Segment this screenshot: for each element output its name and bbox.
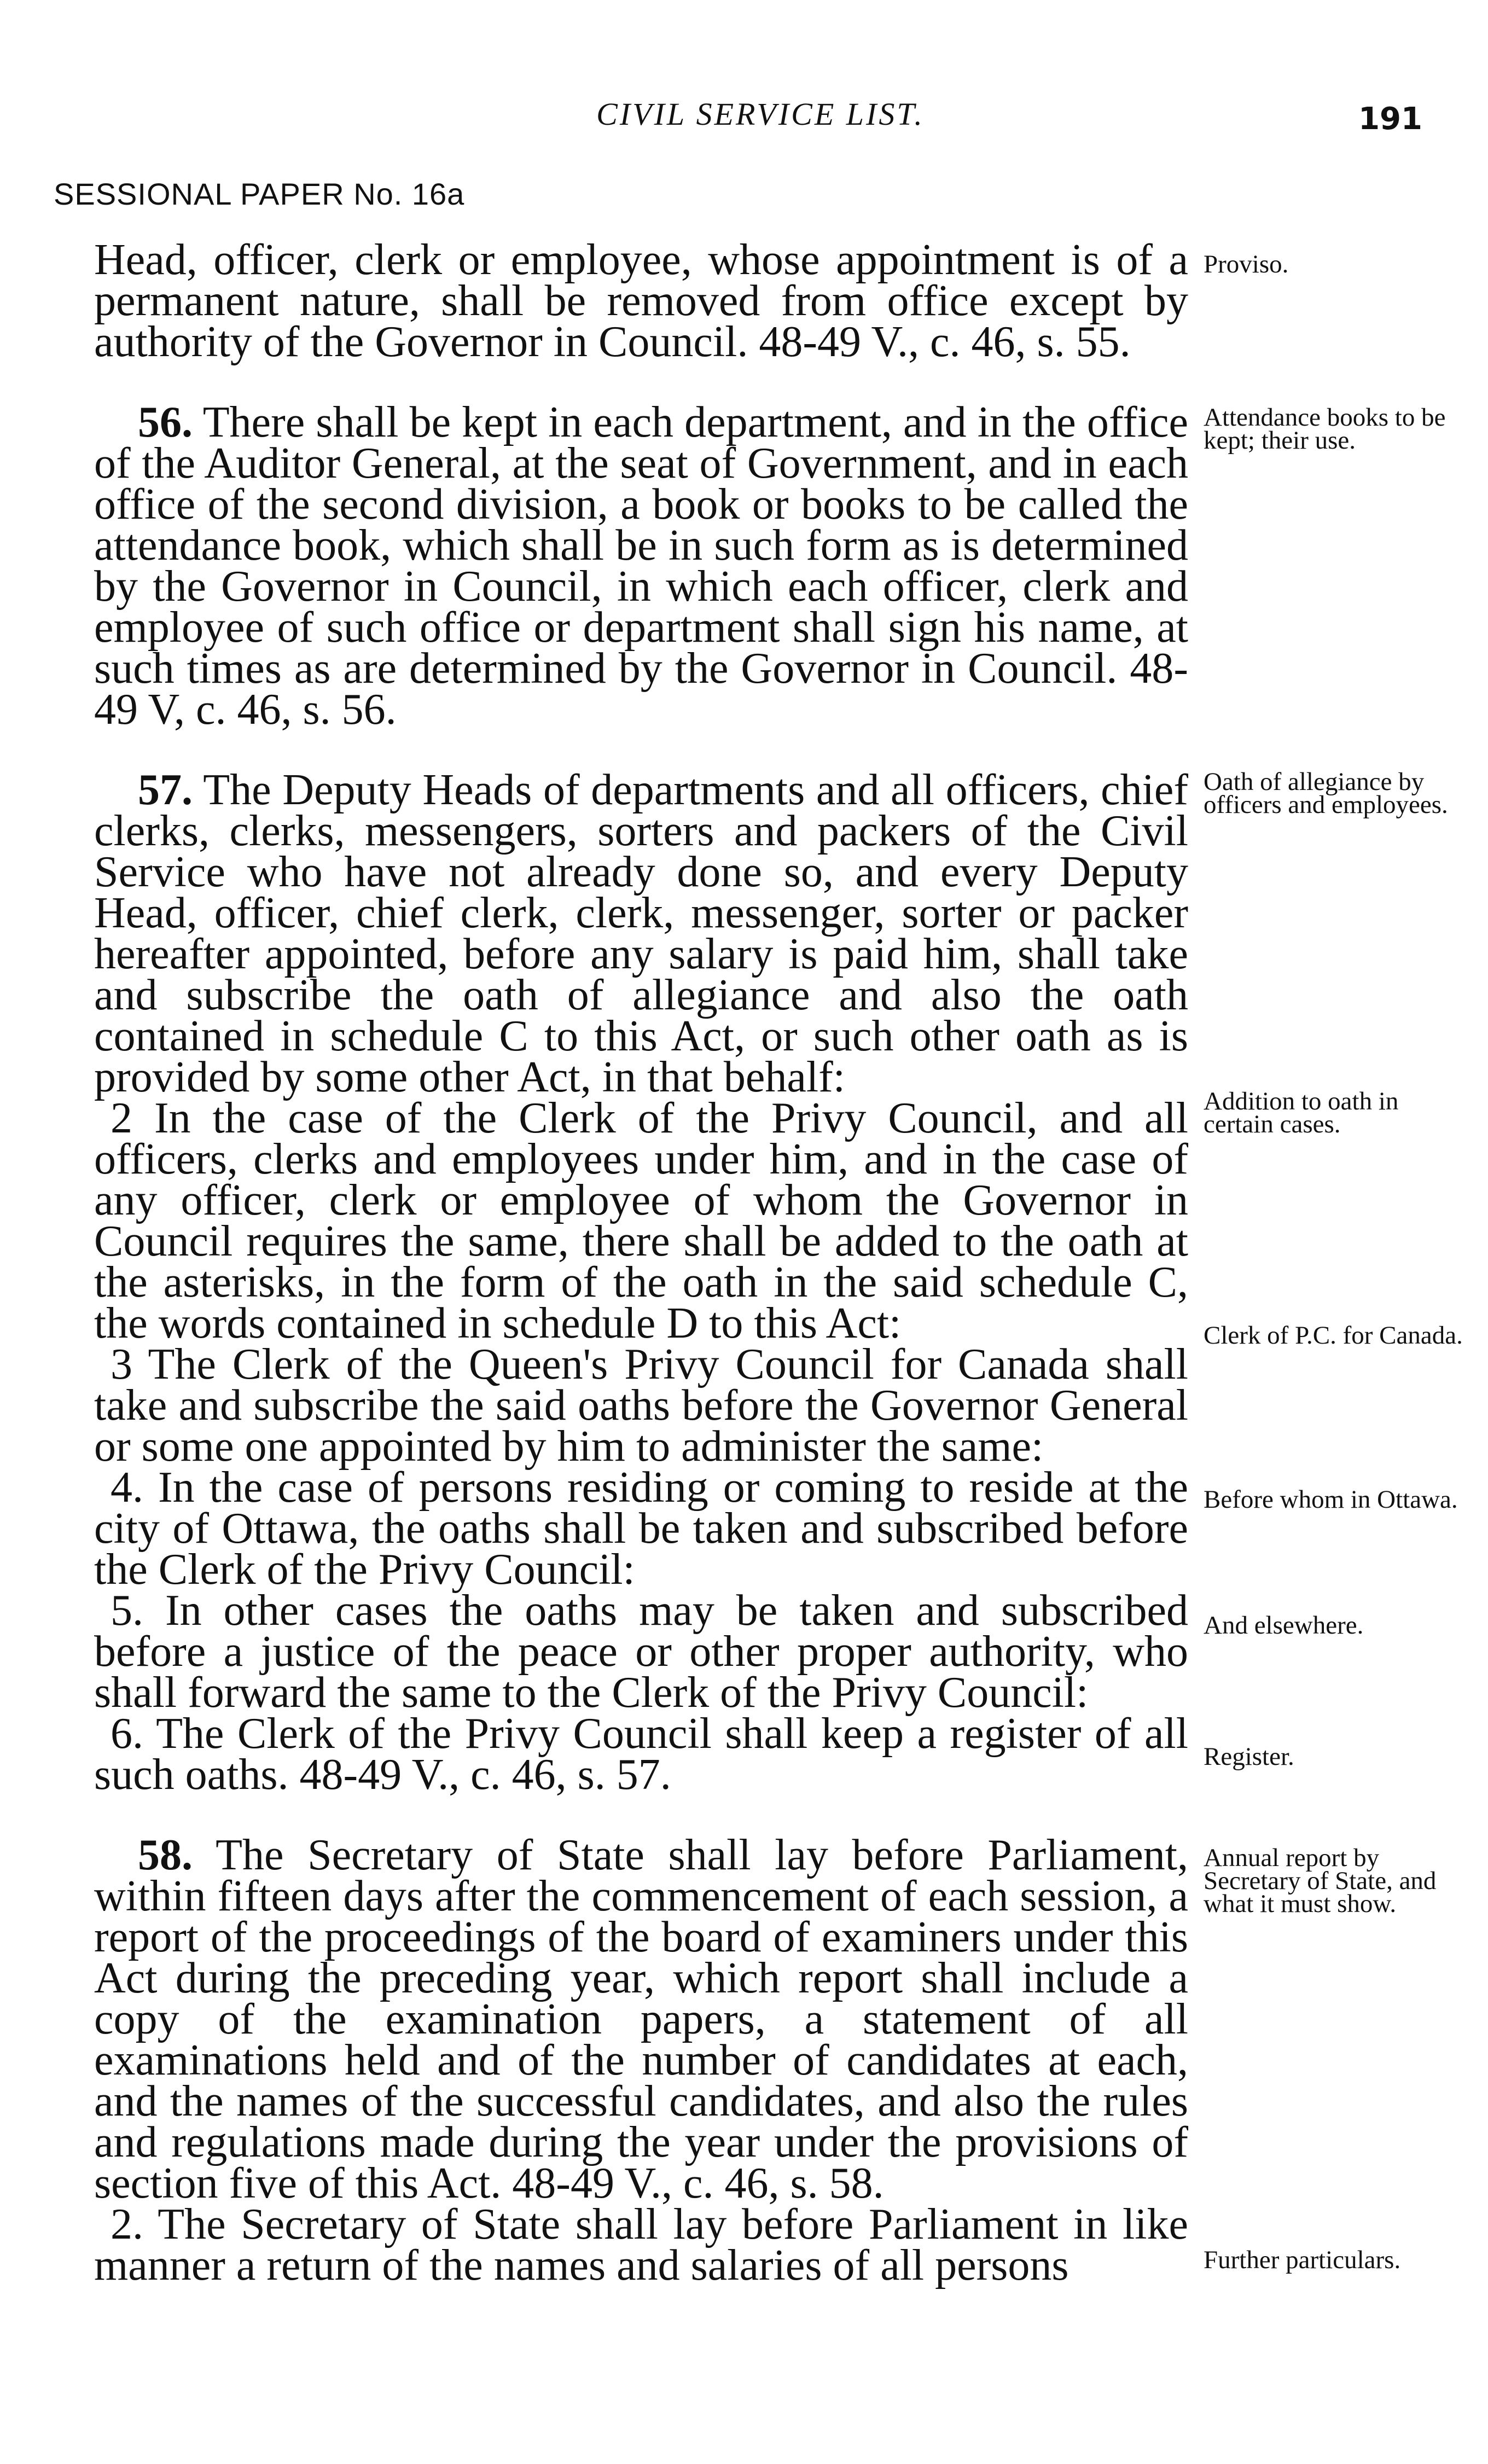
section-text: There shall be kept in each department, and in the office of the Auditor General, at the seat of Government, and in each office of the second division, a book or books to be called the attendance book, which shall be in such form as is determined by the Governor in Council, in which each officer, clerk and employee of such office or department shall sign his name, at such times as are determined by the Governor in Council. 48-49 V, c. 46, s. 56. xyxy=(94,398,1188,734)
subsection-57-4: 4. In the case of persons residing or coming to reside at the city of Ottawa, the oaths shall be taken and subscribed before the Clerk of the Privy Council: xyxy=(94,1463,1188,1594)
page-number: 191 xyxy=(1358,101,1422,137)
section-text: The Secretary of State shall lay before Parliament, within fifteen days after the commencement of each session, a report of the proceedings of the board of examiners under this Act during the preceding year, which report shall include a copy of the examination papers, a statement of all examinations held and of the number of candidates at each, and the names of the successful candidates, and also the rules and regulations made during the year under the provisions of section five of this Act. 48-49 V., c. 46, s. 58. xyxy=(94,1831,1188,2207)
margin-note-clerk-pc: Clerk of P.C. for Canada. xyxy=(1204,1321,1463,1350)
margin-note-register: Register. xyxy=(1204,1742,1294,1771)
margin-note-addition: Addition to oath in certain cases. xyxy=(1204,1087,1399,1138)
subsection-57-6: 6. The Clerk of the Privy Council shall keep a register of all such oaths. 48-49 V., c. 46, s. 57. xyxy=(94,1710,1188,1799)
body-text xyxy=(94,236,1188,2289)
section-number: 57. xyxy=(138,766,193,814)
margin-note-attendance: Attendance books to be kept; their use. xyxy=(1204,403,1446,455)
margin-note-proviso: Proviso. xyxy=(1204,250,1289,278)
section-58 xyxy=(94,1831,1188,2207)
margin-note-oath: Oath of allegiance by officers and employees. xyxy=(1204,768,1448,819)
section-56 xyxy=(94,398,1188,734)
subsection-58-2: 2. The Secretary of State shall lay before Parliament in like manner a return of the names and salaries of all persons xyxy=(94,2200,1188,2289)
section-text: The Deputy Heads of departments and all officers, chief clerks, clerks, messengers, sorters and packers of the Civil Service who have not already done so, and every Deputy Head, officer, chief clerk, clerk, messenger, sorter or packer hereafter appointed, before any salary is paid him, shall take and subscribe the oath of allegiance and also the oath contained in schedule C to this Act, or such other oath as is provided by some other Act, in that behalf: xyxy=(94,766,1188,1101)
running-title: CIVIL SERVICE LIST. xyxy=(596,96,925,132)
section-number: 56. xyxy=(138,398,193,446)
section-57 xyxy=(94,766,1188,1101)
subsection-57-2: 2 In the case of the Clerk of the Privy Council, and all officers, clerks and employees under him, and in the case of any officer, clerk or employee of whom the Governor in Council requires the same, there shall be added to the oath at the asterisks, in the form of the oath in the said schedule C, the words contained in schedule D to this Act: xyxy=(94,1094,1188,1347)
paragraph-continuation: Head, officer, clerk or employee, whose appointment is of a permanent nature, shall be removed from office except by authority of the Governor in Council. 48-49 V., c. 46, s. 55. xyxy=(94,236,1188,366)
margin-note-elsewhere: And elsewhere. xyxy=(1204,1611,1364,1640)
section-number: 58. xyxy=(138,1831,193,1879)
margin-note-before-whom: Before whom in Ottawa. xyxy=(1204,1485,1458,1514)
margin-note-further: Further particulars. xyxy=(1204,2246,1401,2274)
subsection-57-3: 3 The Clerk of the Queen's Privy Council for Canada shall take and subscribe the said oaths before the Governor General or some one appointed by him to administer the same: xyxy=(94,1340,1188,1471)
margin-note-annual-report: Annual report by Secretary of State, and what it must show. xyxy=(1204,1844,1437,1918)
sessional-paper-label: SESSIONAL PAPER No. 16a xyxy=(54,177,465,211)
subsection-57-5: 5. In other cases the oaths may be taken and subscribed before a justice of the peace or other proper authority, who shall forward the same to the Clerk of the Privy Council: xyxy=(94,1587,1188,1717)
